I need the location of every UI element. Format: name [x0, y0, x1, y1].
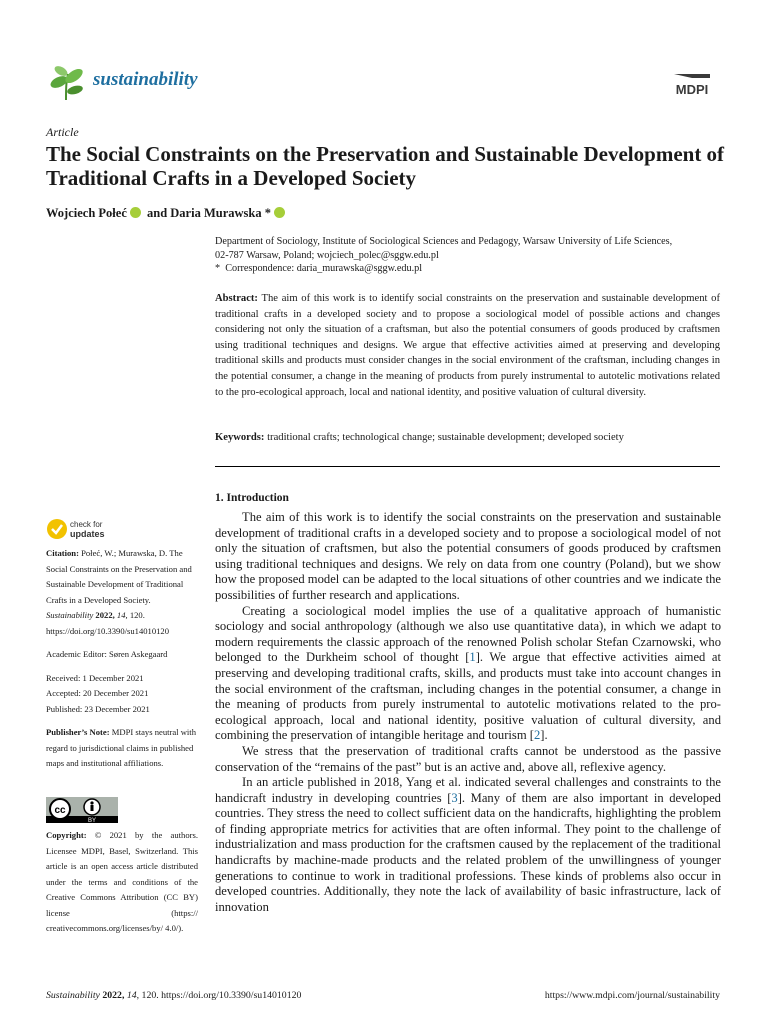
paragraph: [215, 604, 721, 744]
divider: [215, 466, 720, 467]
keywords: [215, 432, 720, 443]
keywords-text: traditional crafts; technological change; sustainable development; developed society: [267, 432, 624, 443]
keywords-label: Keywords:: [215, 432, 265, 443]
updates-label: updates: [70, 529, 105, 539]
copyright-text: © 2021 by the authors. Licensee MDPI, Basel, Switzerland. This article is an open access article distributed under the terms and conditions of the Creative Commons Attribution (CC BY) license (https:// creativecommons.org/licenses/by/ 4.0/).: [46, 830, 198, 933]
paragraph-text: ].: [540, 728, 548, 743]
correspondence-mark: *: [215, 263, 221, 274]
citation-label: Citation:: [46, 548, 79, 558]
footer-journal: Sustainability: [46, 990, 100, 1001]
article-type: Article: [46, 125, 79, 139]
footer-year: 2022,: [102, 990, 125, 1001]
author-name[interactable]: Daria Murawska *: [170, 206, 271, 220]
updates-circle-icon: [47, 519, 67, 539]
publisher-note-text: MDPI stays neutral with regard to jurisdictional claims in published maps and institutional affiliations.: [46, 727, 196, 768]
received-date: Received: 1 December 2021: [46, 672, 144, 683]
affiliation-line: Department of Sociology, Institute of Sociological Sciences and Pedagogy, Warsaw University of Life Sciences,: [215, 236, 673, 247]
author-joiner: and: [147, 206, 168, 220]
abstract: [215, 291, 720, 400]
leaf-logo-icon: [46, 62, 86, 102]
abstract-text: The aim of this work is to identify social constraints on the preservation and sustainable development of traditional crafts in a developed society and to propose a sociological model of possible actions and changes considering not only the situation of a craftsman, but also the potential consumers of goods produced by craftsmen using traditional techniques and designs. We argue that effective activities aimed at preserving and developing traditional skills and products must consider changes in the social environment of the craftsman, including changes in the potential consumer, a change in the meaning of products from purely instrumental to autotelic motivations related to the pro-ecological approach, local and national identity, and positive valuation of cultural diversity.: [215, 293, 720, 398]
section-heading: 1. Introduction: [215, 492, 289, 504]
affiliation-line: 02-787 Warsaw, Poland; wojciech_polec@sggw.edu.pl: [215, 249, 439, 261]
correspondence: [215, 262, 720, 276]
footer-volume: 14,: [126, 990, 140, 1001]
citation-link[interactable]: 1: [469, 650, 476, 665]
citation-link[interactable]: 3: [451, 790, 458, 805]
footer-url[interactable]: https://www.mdpi.com/journal/sustainability: [544, 990, 720, 1001]
check-for-updates-badge[interactable]: [46, 517, 126, 541]
publisher-note-label: Publisher’s Note:: [46, 727, 110, 737]
citation-text: Połeć, W.; Murawska, D. The Social Constraints on the Preservation and Sustainable Development of Traditional Crafts in a Developed Society.: [46, 548, 192, 605]
sidebar: [46, 546, 198, 780]
paragraph-text: In an article published in 2018, Yang et al. indicated several challenges and constraints to the handicraft industry in developing countries [: [215, 775, 721, 805]
by-label: BY: [87, 818, 97, 823]
citation-doi[interactable]: 120. https://doi.org/10.3390/su14010120: [46, 610, 170, 636]
paragraph: The aim of this work is to identify the social constraints on the preservation and sustainable development of traditional crafts in a developed society and to propose a sociological model of not only the situation of craftsmen, but also the potential consumers of goods produced by craftsmen using traditional techniques and designs. We rely on data from one country (Poland), but we show how the proposed model can be adapted to the local situations of other countries and we indicate the possibilities of further research and applications.: [215, 510, 721, 602]
journal-name: sustainability: [93, 69, 198, 90]
citation-year: 2022,: [95, 610, 115, 620]
affiliation: [215, 235, 720, 276]
paragraph: We stress that the preservation of traditional crafts cannot be understood as the passive conservation of the “remains of the past” but is an active and, above all, reflexive agency.: [215, 743, 721, 774]
orcid-icon[interactable]: [130, 207, 141, 218]
citation: [46, 546, 198, 639]
article-title: The Social Constraints on the Preservation and Sustainable Development of Traditional Crafts in a Developed Society: [46, 142, 725, 190]
dates: [46, 671, 198, 718]
paragraph: [215, 775, 721, 915]
correspondence-text: Correspondence: daria_murawska@sggw.edu.pl: [225, 263, 423, 274]
citation-journal: Sustainability: [46, 610, 94, 620]
footer-citation: [46, 990, 301, 1001]
check-for-label: check for: [70, 520, 103, 529]
published-date: Published: 23 December 2021: [46, 703, 150, 714]
publisher-name: MDPI: [675, 82, 709, 97]
paragraph-text: ]. We argue that effective activities aimed at preserving and developing traditional crafts, skills, and products must take into account changes in the social environment of the craftsman, including changes in the potential consumer, a change in the meaning of products from purely instrumental to autotelic motivations related to the pro-ecological approach, local and national identity, positive valuation of cultural diversity, and combining the preservation of intangible heritage and tourism [: [215, 650, 721, 743]
body-text: [215, 510, 721, 915]
mdpi-logo: [666, 70, 718, 100]
citation-link[interactable]: 2: [533, 728, 541, 743]
copyright-label: Copyright:: [46, 830, 87, 840]
abstract-label: Abstract:: [215, 293, 258, 304]
cc-label: cc: [54, 805, 66, 816]
paragraph-text: ]. Many of them are also important in developed countries. They stress the need to collect sufficient data on the handicrafts, highlighting the problem of finding appropriate metrics for activities that are often informal. They point to the challenge of industrialization and mass production for the craftsmen caused by the replacement of the traditional handicrafts by machine-made products and the related problem of the unwillingness of younger generations to continue to work in traditional professions. These kinds of problems also occur in developed countries. Additionally, they note the lack of availability of basic infrastructure, lack of innovation: [215, 790, 721, 914]
orcid-icon[interactable]: [274, 207, 285, 218]
accepted-date: Accepted: 20 December 2021: [46, 688, 149, 698]
academic-editor: Academic Editor: Søren Askegaard: [46, 649, 168, 659]
footer-doi[interactable]: 120. https://doi.org/10.3390/su14010120: [141, 990, 302, 1001]
paragraph-text: Creating a sociological model implies the use of a qualitative approach of humanistic sociology and social anthropology (although we also use quantitative data), in which we adapt to modern requirements the classic approach of the renowned Polish scholar Stefan Czarnowski, who belonged to the Durkheim school of thought [: [215, 603, 721, 665]
author-name[interactable]: Wojciech Połeć: [46, 206, 127, 220]
citation-volume: 14,: [116, 610, 128, 620]
cc-by-license-icon[interactable]: [46, 797, 118, 823]
publisher-note: [46, 725, 198, 772]
author-list: [46, 206, 288, 221]
copyright: [46, 828, 198, 937]
